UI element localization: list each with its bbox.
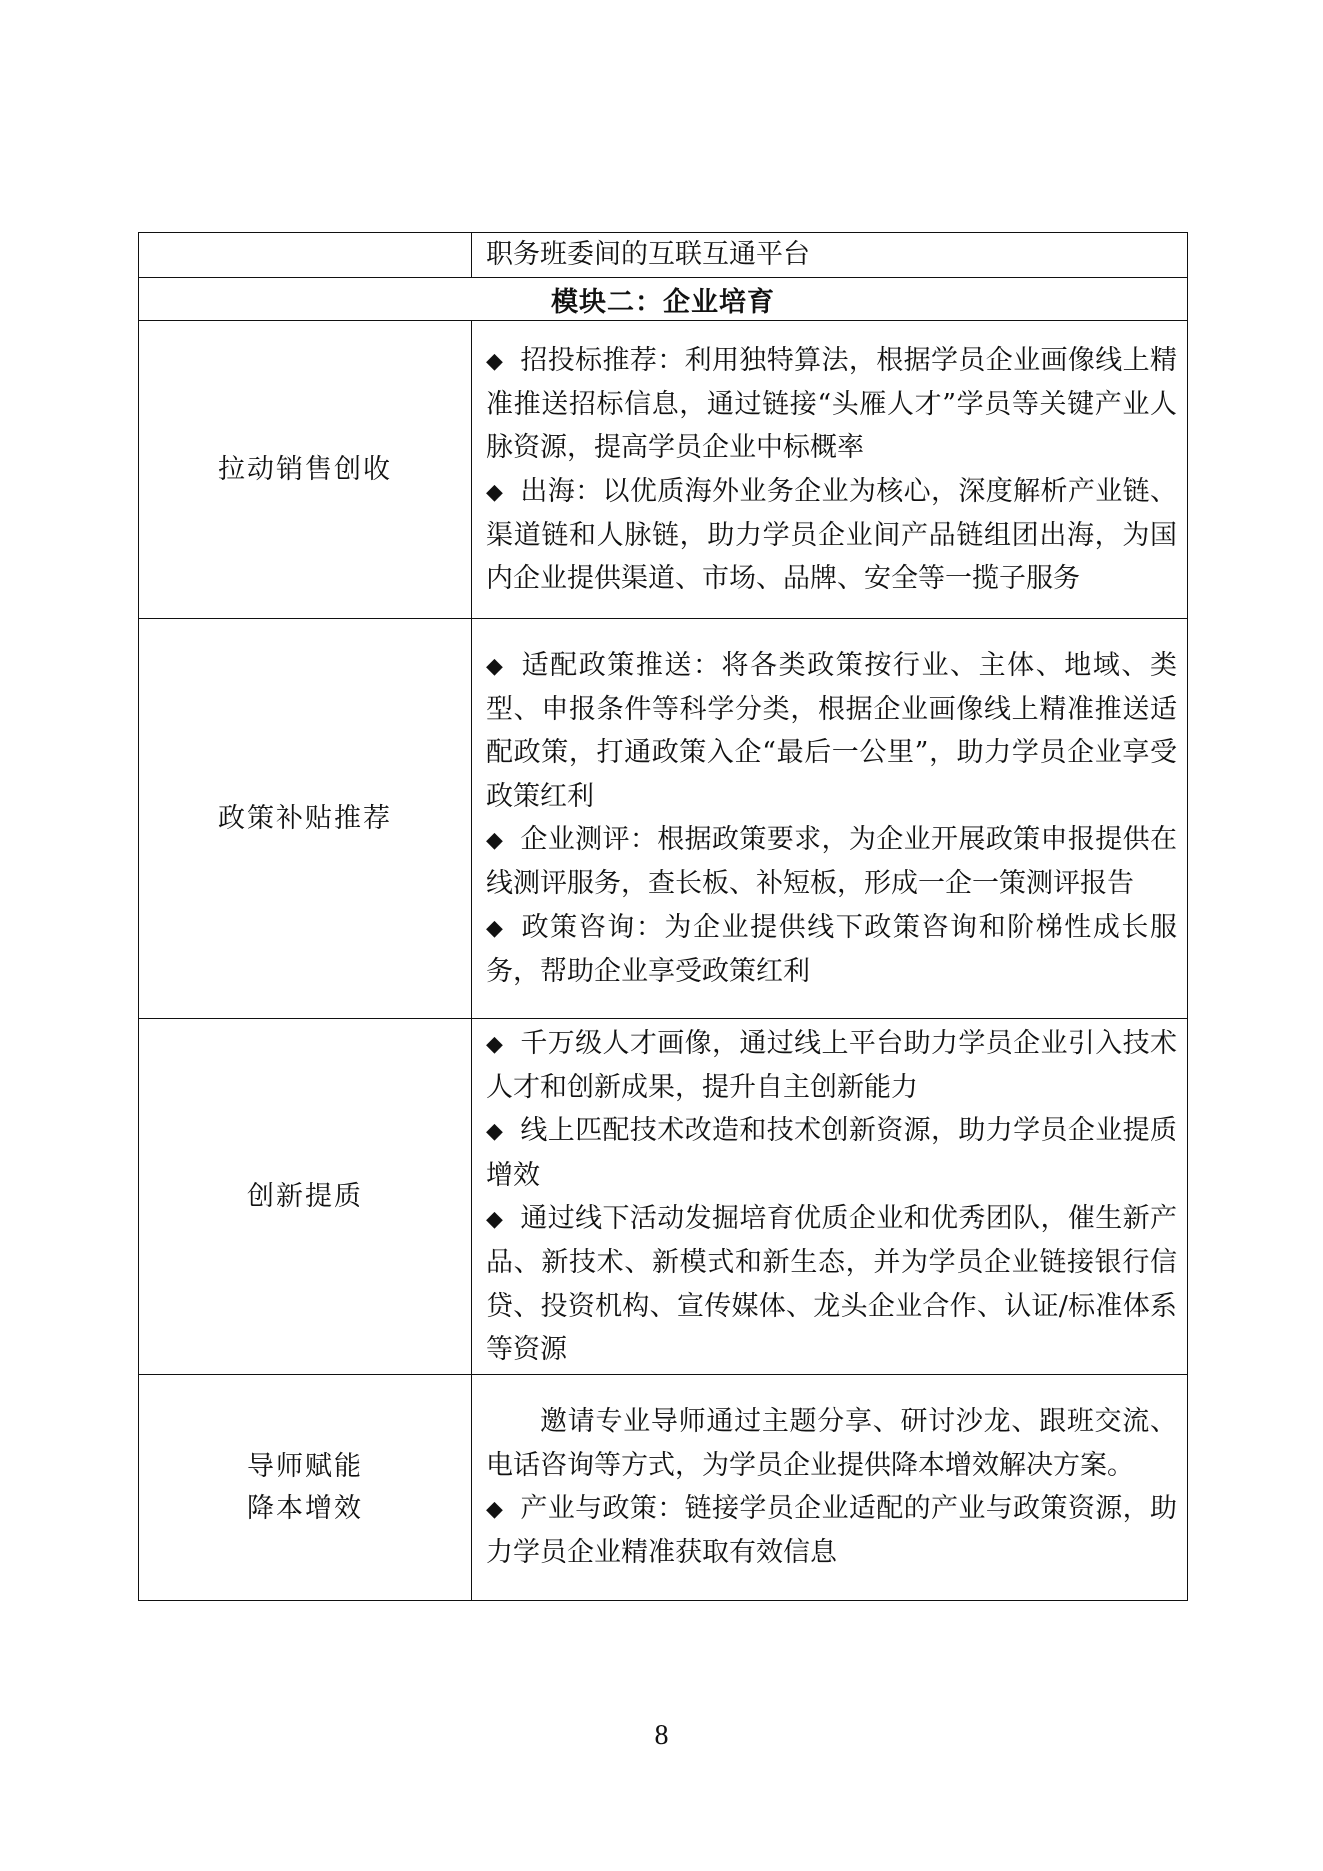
table-row-module-heading xyxy=(139,278,1188,321)
row-content-cell xyxy=(472,1375,1188,1601)
row-label-cell xyxy=(139,1019,472,1375)
row-label-line-2: 降本增效 xyxy=(247,1492,363,1524)
row-content-cell xyxy=(472,1019,1188,1375)
bullet-paragraph xyxy=(486,1109,1177,1197)
paragraph-text: 适配政策推送：将各类政策按行业、主体、地域、类型、申报条件等科学分类，根据企业画像线上精准推送适配政策，打通政策入企“最后一公里”，助力学员企业享受政策红利 xyxy=(486,649,1177,812)
page-number: 8 xyxy=(654,1720,669,1751)
diamond-bullet-icon: ◆ xyxy=(486,1119,503,1145)
row-label: 创新提质 xyxy=(247,1180,363,1212)
table-row xyxy=(139,1375,1188,1601)
empty-label-cell xyxy=(139,233,472,278)
diamond-bullet-icon: ◆ xyxy=(486,828,503,853)
bullet-paragraph xyxy=(486,1022,1177,1110)
paragraph-text: 线上匹配技术改造和技术创新资源，助力学员企业提质增效 xyxy=(486,1115,1177,1191)
bullet-paragraph xyxy=(486,644,1177,818)
table-row xyxy=(139,619,1188,1019)
module-heading: 模块二：企业培育 xyxy=(139,278,1188,321)
paragraph-text: 企业测评：根据政策要求，为企业开展政策申报提供在线测评服务，查长板、补短板，形成一企一策测评报告 xyxy=(486,824,1177,900)
continued-text: 职务班委间的互联互通平台 xyxy=(486,239,810,271)
paragraph-text: 通过线下活动发掘培育优质企业和优秀团队，催生新产品、新技术、新模式和新生态，并为学员企业链接银行信贷、投资机构、宣传媒体、龙头企业合作、认证/标准体系等资源 xyxy=(486,1203,1177,1365)
paragraph-text: 招投标推荐：利用独特算法，根据学员企业画像线上精准推送招标信息，通过链接“头雁人才”学员等关键产业人脉资源，提高学员企业中标概率 xyxy=(486,344,1177,464)
diamond-bullet-icon: ◆ xyxy=(486,479,503,505)
bullet-paragraph xyxy=(486,339,1177,470)
bullet-paragraph xyxy=(486,818,1177,906)
diamond-bullet-icon: ◆ xyxy=(486,348,503,374)
table-row xyxy=(139,321,1188,619)
row-label-line-1: 导师赋能 xyxy=(247,1450,363,1482)
bullet-paragraph xyxy=(486,906,1177,994)
row-label-cell xyxy=(139,1375,472,1601)
row-content-cell xyxy=(472,619,1188,1019)
paragraph-text: 出海：以优质海外业务企业为核心，深度解析产业链、渠道链和人脉链，助力学员企业间产品链组团出海，为国内企业提供渠道、市场、品牌、安全等一揽子服务 xyxy=(486,475,1177,595)
bullet-paragraph xyxy=(486,1487,1177,1575)
diamond-bullet-icon: ◆ xyxy=(486,1497,503,1522)
paragraph-text: 产业与政策：链接学员企业适配的产业与政策资源，助力学员企业精准获取有效信息 xyxy=(486,1493,1177,1569)
row-label: 政策补贴推荐 xyxy=(218,802,392,834)
bullet-paragraph xyxy=(486,470,1177,601)
row-label-cell xyxy=(139,619,472,1019)
diamond-bullet-icon: ◆ xyxy=(486,1207,503,1232)
row-label-cell xyxy=(139,321,472,619)
paragraph-text: 千万级人才画像，通过线上平台助力学员企业引入技术人才和创新成果，提升自主创新能力 xyxy=(486,1027,1177,1104)
table-row-continued xyxy=(139,233,1188,278)
paragraph-text: 政策咨询：为企业提供线下政策咨询和阶梯性成长服务，帮助企业享受政策红利 xyxy=(486,911,1177,987)
continued-text-cell xyxy=(472,233,1188,278)
row-label: 拉动销售创收 xyxy=(218,453,392,485)
module-table xyxy=(138,232,1188,1601)
diamond-bullet-icon: ◆ xyxy=(486,653,503,679)
diamond-bullet-icon: ◆ xyxy=(486,1031,503,1057)
diamond-bullet-icon: ◆ xyxy=(486,915,503,941)
row-content-cell xyxy=(472,321,1188,619)
table-row xyxy=(139,1019,1188,1375)
intro-paragraph: 邀请专业导师通过主题分享、研讨沙龙、跟班交流、电话咨询等方式，为学员企业提供降本增效解决方案。 xyxy=(486,1406,1177,1481)
bullet-paragraph xyxy=(486,1197,1177,1371)
